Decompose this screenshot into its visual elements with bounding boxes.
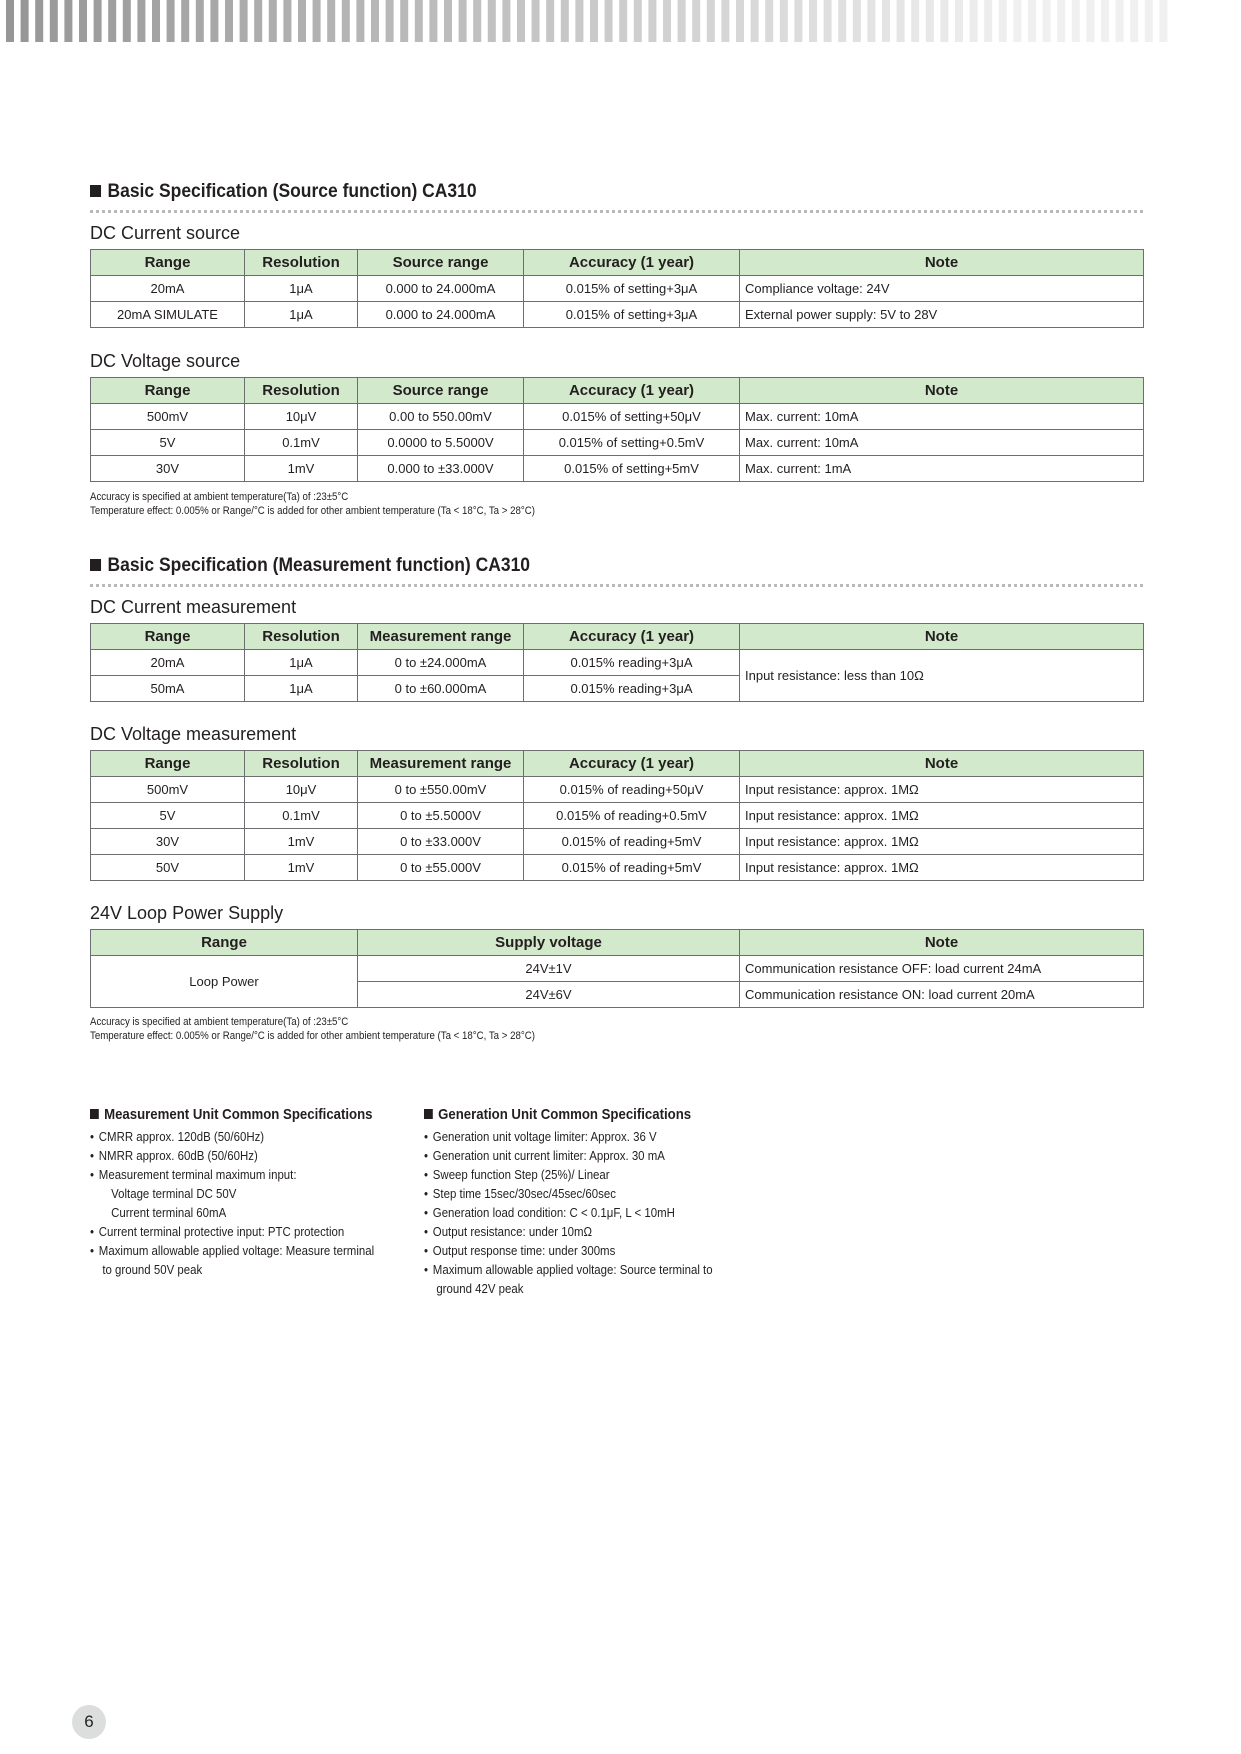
table-cell: 0.015% of reading+0.5mV [524, 803, 740, 829]
column-header: Note [740, 378, 1144, 404]
header-stripe [692, 0, 700, 42]
generation-common-title-text: Generation Unit Common Specifications [438, 1106, 692, 1123]
table-cell: 1μA [245, 650, 358, 676]
header-stripe [371, 0, 379, 42]
bullet-icon: • [424, 1224, 429, 1239]
table-cell: 0 to ±60.000mA [358, 676, 524, 702]
list-item-text: CMRR approx. 120dB (50/60Hz) [98, 1129, 265, 1144]
header-stripe [590, 0, 598, 42]
dc-voltage-measurement-title: DC Voltage measurement [90, 724, 297, 744]
table-row [91, 777, 1144, 803]
table-cell: 30V [91, 456, 245, 482]
header-stripe [970, 0, 978, 42]
list-item [424, 1222, 713, 1241]
table-cell: 0.00 to 550.00mV [358, 404, 524, 430]
table-cell: 1mV [245, 829, 358, 855]
list-item [424, 1127, 713, 1146]
note-cell: Communication resistance OFF: load current 24mA [740, 956, 1144, 982]
header-stripe [999, 0, 1007, 42]
column-header: Accuracy (1 year) [524, 751, 740, 777]
bullet-icon: • [424, 1129, 429, 1144]
header-stripe [298, 0, 306, 42]
table-cell: 0.0000 to 5.5000V [358, 430, 524, 456]
measurement-common-list [90, 1127, 374, 1279]
header-stripe [488, 0, 496, 42]
table-cell: 0 to ±24.000mA [358, 650, 524, 676]
header-stripe [313, 0, 321, 42]
list-item-text: Generation load condition: C < 0.1μF, L < 10mH [432, 1205, 675, 1220]
page-number: 6 [72, 1705, 106, 1739]
column-header: Accuracy (1 year) [524, 378, 740, 404]
list-item-text: to ground 50V peak [102, 1262, 203, 1277]
table-cell: 0.000 to 24.000mA [358, 302, 524, 328]
list-item [424, 1260, 713, 1279]
note-cell: Compliance voltage: 24V [740, 276, 1144, 302]
column-header: Range [91, 624, 245, 650]
header-stripe [780, 0, 788, 42]
table-cell: 30V [91, 829, 245, 855]
column-header: Range [91, 250, 245, 276]
square-bullet-icon [424, 1109, 433, 1119]
header-stripe [926, 0, 934, 42]
header-stripe [634, 0, 642, 42]
table-cell: 50mA [91, 676, 245, 702]
column-header: Note [740, 624, 1144, 650]
temperature-effect: Temperature effect: 0.005% or Range/°C is added for other ambient temperature (Ta < 18°C, Ta > 28°C) [90, 1030, 535, 1042]
table-cell: 5V [91, 803, 245, 829]
list-item-text: Measurement terminal maximum input: [98, 1167, 297, 1182]
header-stripe [1145, 0, 1153, 42]
list-item [90, 1241, 374, 1260]
header-stripe [444, 0, 452, 42]
table-cell: 0 to ±55.000V [358, 855, 524, 881]
header-stripe [1028, 0, 1036, 42]
header-stripe [123, 0, 131, 42]
list-item-text: Voltage terminal DC 50V [111, 1186, 237, 1201]
header-stripe [240, 0, 248, 42]
header-stripe [911, 0, 919, 42]
column-header: Supply voltage [358, 930, 740, 956]
table-cell: 1μA [245, 276, 358, 302]
list-item-text: Generation unit voltage limiter: Approx. 36 V [432, 1129, 657, 1144]
header-stripe [225, 0, 233, 42]
header-stripe [254, 0, 262, 42]
list-item-text: Current terminal protective input: PTC protection [98, 1224, 345, 1239]
table-cell: 0.015% of reading+50μV [524, 777, 740, 803]
table-cell: Loop Power [91, 956, 358, 1008]
header-stripe [473, 0, 481, 42]
dc-voltage-source-title: DC Voltage source [90, 351, 241, 371]
header-stripe [721, 0, 729, 42]
header-stripe [137, 0, 145, 42]
header-stripe [64, 0, 72, 42]
table-header-row [91, 250, 1144, 276]
table-cell: 0.015% of setting+0.5mV [524, 430, 740, 456]
header-stripe [79, 0, 87, 42]
temperature-effect: Temperature effect: 0.005% or Range/°C is added for other ambient temperature (Ta < 18°C, Ta > 28°C) [90, 505, 535, 517]
column-header: Accuracy (1 year) [524, 624, 740, 650]
dc-current-measurement-title: DC Current measurement [90, 597, 297, 617]
table-cell: 0.000 to 24.000mA [358, 276, 524, 302]
header-stripe [181, 0, 189, 42]
header-stripe [21, 0, 29, 42]
table-cell: 500mV [91, 777, 245, 803]
header-stripe [108, 0, 116, 42]
table-row [91, 855, 1144, 881]
header-stripe [575, 0, 583, 42]
table-cell: 1μA [245, 302, 358, 328]
header-stripe [1013, 0, 1021, 42]
list-item-text: ground 42V peak [436, 1281, 524, 1296]
dc-voltage-measurement-table [90, 750, 1144, 881]
table-cell: 0 to ±33.000V [358, 829, 524, 855]
header-stripe [1057, 0, 1065, 42]
note-cell: Max. current: 10mA [740, 430, 1144, 456]
header-stripe [605, 0, 613, 42]
header-stripe [327, 0, 335, 42]
header-stripe [940, 0, 948, 42]
list-item [424, 1184, 713, 1203]
generation-common-list [424, 1127, 713, 1298]
loop-power-table [90, 929, 1144, 1008]
column-header: Resolution [245, 378, 358, 404]
measure-section-title-text: Basic Specification (Measurement function) CA310 [107, 555, 531, 576]
column-header: Source range [358, 378, 524, 404]
list-item [90, 1203, 374, 1222]
header-stripe [1116, 0, 1124, 42]
table-row [91, 829, 1144, 855]
list-item-text: Maximum allowable applied voltage: Source terminal to [432, 1262, 713, 1277]
table-cell: 0 to ±5.5000V [358, 803, 524, 829]
table-cell: 10μV [245, 404, 358, 430]
header-stripe [1159, 0, 1167, 42]
accuracy-condition: Accuracy is specified at ambient temperature(Ta) of :23±5°C [90, 491, 349, 503]
source-section-title [90, 181, 477, 203]
header-stripe [736, 0, 744, 42]
note-cell: External power supply: 5V to 28V [740, 302, 1144, 328]
dc-current-source-table [90, 249, 1144, 328]
header-stripe [94, 0, 102, 42]
list-item-text: Current terminal 60mA [111, 1205, 227, 1220]
header-stripe [765, 0, 773, 42]
list-item [424, 1165, 713, 1184]
table-cell: 0.015% of reading+5mV [524, 855, 740, 881]
table-cell: 10μV [245, 777, 358, 803]
list-item [424, 1241, 713, 1260]
table-cell: 1μA [245, 676, 358, 702]
header-stripe [561, 0, 569, 42]
square-bullet-icon [90, 1109, 99, 1119]
table-row [91, 404, 1144, 430]
table-row [91, 456, 1144, 482]
list-item [90, 1184, 374, 1203]
note-cell: Input resistance: approx. 1MΩ [740, 803, 1144, 829]
square-bullet-icon [90, 559, 101, 571]
table-cell: 0.1mV [245, 803, 358, 829]
table-cell: 0.015% of reading+5mV [524, 829, 740, 855]
note-cell: Input resistance: approx. 1MΩ [740, 777, 1144, 803]
table-header-row [91, 624, 1144, 650]
header-stripe [751, 0, 759, 42]
header-stripes [0, 0, 1241, 42]
table-cell: 0 to ±550.00mV [358, 777, 524, 803]
header-stripe [619, 0, 627, 42]
note-cell: Max. current: 10mA [740, 404, 1144, 430]
note-cell: Input resistance: approx. 1MΩ [740, 855, 1144, 881]
bullet-icon: • [424, 1167, 429, 1182]
table-cell: 0.015% of setting+3μA [524, 276, 740, 302]
bullet-icon: • [424, 1186, 429, 1201]
source-conditions [90, 490, 535, 518]
header-stripe [546, 0, 554, 42]
dotted-divider [90, 210, 1143, 213]
table-cell: 0.015% reading+3μA [524, 676, 740, 702]
column-header: Range [91, 378, 245, 404]
header-stripe [283, 0, 291, 42]
header-stripe [824, 0, 832, 42]
dc-voltage-source-table [90, 377, 1144, 482]
table-header-row [91, 378, 1144, 404]
table-row [91, 956, 1144, 982]
header-stripe [1130, 0, 1138, 42]
table-header-row [91, 930, 1144, 956]
table-cell: 20mA SIMULATE [91, 302, 245, 328]
header-stripe [6, 0, 14, 42]
table-cell: 1mV [245, 456, 358, 482]
measure-conditions [90, 1015, 535, 1043]
header-stripe [867, 0, 875, 42]
bullet-icon: • [424, 1205, 429, 1220]
measurement-common-title [90, 1106, 373, 1123]
column-header: Range [91, 930, 358, 956]
list-item [424, 1279, 713, 1298]
column-header: Measurement range [358, 624, 524, 650]
table-row [91, 650, 1144, 676]
header-stripe [342, 0, 350, 42]
list-item-text: Sweep function Step (25%)/ Linear [432, 1167, 610, 1182]
table-row [91, 803, 1144, 829]
table-row [91, 276, 1144, 302]
bullet-icon: • [424, 1148, 429, 1163]
header-stripe [1086, 0, 1094, 42]
header-stripe [532, 0, 540, 42]
header-stripe [167, 0, 175, 42]
list-item [90, 1127, 374, 1146]
header-stripe [678, 0, 686, 42]
table-cell: 0.015% of setting+5mV [524, 456, 740, 482]
table-cell: 0.015% of setting+50μV [524, 404, 740, 430]
header-stripe [1101, 0, 1109, 42]
header-stripe [663, 0, 671, 42]
table-cell: 0.015% of setting+3μA [524, 302, 740, 328]
column-header: Source range [358, 250, 524, 276]
dc-current-source-title: DC Current source [90, 223, 241, 243]
column-header: Note [740, 751, 1144, 777]
column-header: Note [740, 930, 1144, 956]
header-stripe [210, 0, 218, 42]
table-cell: 50V [91, 855, 245, 881]
column-header: Resolution [245, 751, 358, 777]
table-header-row [91, 751, 1144, 777]
table-row [91, 430, 1144, 456]
column-header: Measurement range [358, 751, 524, 777]
loop-power-title: 24V Loop Power Supply [90, 903, 284, 923]
note-cell: Input resistance: less than 10Ω [740, 650, 1144, 702]
header-stripe [707, 0, 715, 42]
header-stripe [1043, 0, 1051, 42]
header-stripe [853, 0, 861, 42]
table-cell: 5V [91, 430, 245, 456]
list-item-text: Step time 15sec/30sec/45sec/60sec [432, 1186, 616, 1201]
measurement-common-title-text: Measurement Unit Common Specifications [104, 1106, 373, 1123]
header-stripe [356, 0, 364, 42]
source-section-title-text: Basic Specification (Source function) CA310 [107, 181, 477, 202]
header-stripe [269, 0, 277, 42]
header-stripe [648, 0, 656, 42]
measure-section-title [90, 555, 530, 577]
header-stripe [386, 0, 394, 42]
bullet-icon: • [90, 1224, 95, 1239]
table-cell: 20mA [91, 276, 245, 302]
dc-current-measurement-table [90, 623, 1144, 702]
bullet-icon: • [424, 1262, 429, 1277]
header-stripe [459, 0, 467, 42]
header-stripe [984, 0, 992, 42]
table-cell: 0.015% reading+3μA [524, 650, 740, 676]
generation-common-title [424, 1106, 691, 1123]
header-stripe [794, 0, 802, 42]
bullet-icon: • [90, 1129, 95, 1144]
header-stripe [429, 0, 437, 42]
list-item [424, 1146, 713, 1165]
note-cell: Max. current: 1mA [740, 456, 1144, 482]
list-item [90, 1146, 374, 1165]
table-row [91, 302, 1144, 328]
column-header: Resolution [245, 250, 358, 276]
header-stripe [955, 0, 963, 42]
bullet-icon: • [90, 1243, 95, 1258]
table-cell: 500mV [91, 404, 245, 430]
header-stripe [35, 0, 43, 42]
list-item-text: Output resistance: under 10mΩ [432, 1224, 593, 1239]
header-stripe [415, 0, 423, 42]
header-stripe [809, 0, 817, 42]
list-item-text: NMRR approx. 60dB (50/60Hz) [98, 1148, 258, 1163]
list-item-text: Output response time: under 300ms [432, 1243, 616, 1258]
header-stripe [152, 0, 160, 42]
header-stripe [838, 0, 846, 42]
header-stripe [50, 0, 58, 42]
header-stripe [882, 0, 890, 42]
bullet-icon: • [424, 1243, 429, 1258]
header-stripe [400, 0, 408, 42]
header-stripe [1072, 0, 1080, 42]
header-stripe [196, 0, 204, 42]
note-cell: Communication resistance ON: load current 20mA [740, 982, 1144, 1008]
list-item-text: Generation unit current limiter: Approx. 30 mA [432, 1148, 665, 1163]
table-cell: 24V±1V [358, 956, 740, 982]
column-header: Resolution [245, 624, 358, 650]
list-item-text: Maximum allowable applied voltage: Measure terminal [98, 1243, 375, 1258]
bullet-icon: • [90, 1148, 95, 1163]
header-stripe [502, 0, 510, 42]
accuracy-condition: Accuracy is specified at ambient temperature(Ta) of :23±5°C [90, 1016, 349, 1028]
list-item [90, 1165, 374, 1184]
bullet-icon: • [90, 1167, 95, 1182]
list-item [90, 1222, 374, 1241]
list-item [424, 1203, 713, 1222]
table-cell: 1mV [245, 855, 358, 881]
table-cell: 20mA [91, 650, 245, 676]
column-header: Note [740, 250, 1144, 276]
header-stripe [897, 0, 905, 42]
list-item [90, 1260, 374, 1279]
column-header: Range [91, 751, 245, 777]
column-header: Accuracy (1 year) [524, 250, 740, 276]
table-cell: 24V±6V [358, 982, 740, 1008]
square-bullet-icon [90, 185, 101, 197]
table-cell: 0.000 to ±33.000V [358, 456, 524, 482]
note-cell: Input resistance: approx. 1MΩ [740, 829, 1144, 855]
dotted-divider [90, 584, 1143, 587]
table-cell: 0.1mV [245, 430, 358, 456]
header-stripe [517, 0, 525, 42]
